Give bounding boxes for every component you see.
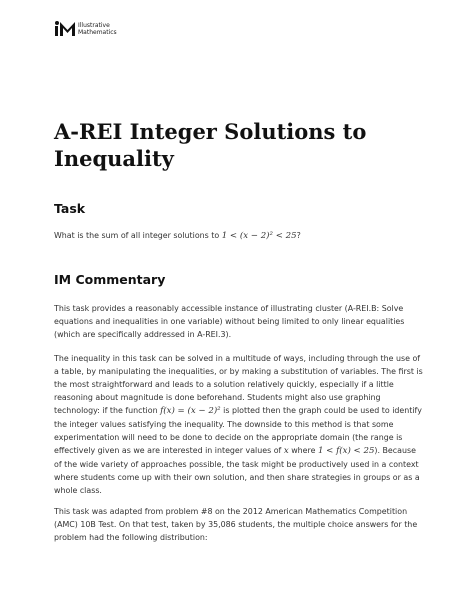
logo-line-2: Mathematics <box>78 29 117 36</box>
p2-text-a: The inequality in this task can be solved in a multitude of ways, including through the use of a table, by manipulating the inequalities, or by making a substitution of variables. The first is the most straightforward and leads to a solution relatively quickly, especially if a little reasoning about magnitude is done beforehand. Students might also use graphing technology: if the function <box>54 354 423 415</box>
logo-line-1: Illustrative <box>78 22 110 29</box>
commentary-paragraph-1: This task provides a reasonably accessible instance of illustrating cluster (A-REI.B: Solve equations and inequalities in one variable) without being limited to only linear equalities (which are specifically addressed in A-REI.3). <box>54 304 405 339</box>
task-text-before: What is the sum of all integer solutions to <box>54 231 222 240</box>
im-logo-icon <box>55 21 75 37</box>
p2-text-d: ). Because of the wide variety of approaches possible, the task might be productively used in a context where students come up with their own solution, and then share strategies in groups or as a whole class. <box>54 446 420 495</box>
p2-math-x: x <box>283 446 289 456</box>
task-text <box>54 229 424 243</box>
task-heading: Task <box>54 201 86 216</box>
commentary-paragraph-2 <box>54 352 424 497</box>
task-math: 1 < (x − 2)² < 25 <box>221 231 297 241</box>
commentary-heading: IM Commentary <box>54 272 166 287</box>
p2-text-b: is plotted then the graph could be used to identify the integer values satisfying the inequality. The downside to this method is that some experimentation will need to be done to decide on the appropriate domain (the range is effectively given as we are interested in integer values of <box>54 406 422 455</box>
p2-math-range: 1 < f(x) < 25 <box>317 446 375 456</box>
task-text-after: ? <box>296 231 301 240</box>
p2-text-c: where <box>288 446 318 455</box>
commentary-paragraph-3: This task was adapted from problem #8 on the 2012 American Mathematics Competition (AMC) 10B Test. On that test, taken by 35,086 students, the multiple choice answers for the problem had the following distribution: <box>54 507 418 542</box>
illustrative-mathematics-logo[interactable] <box>55 21 117 37</box>
page-title: A-REI Integer Solutions to Inequality <box>54 119 367 171</box>
p2-math-function: f(x) = (x − 2)² <box>160 406 221 416</box>
